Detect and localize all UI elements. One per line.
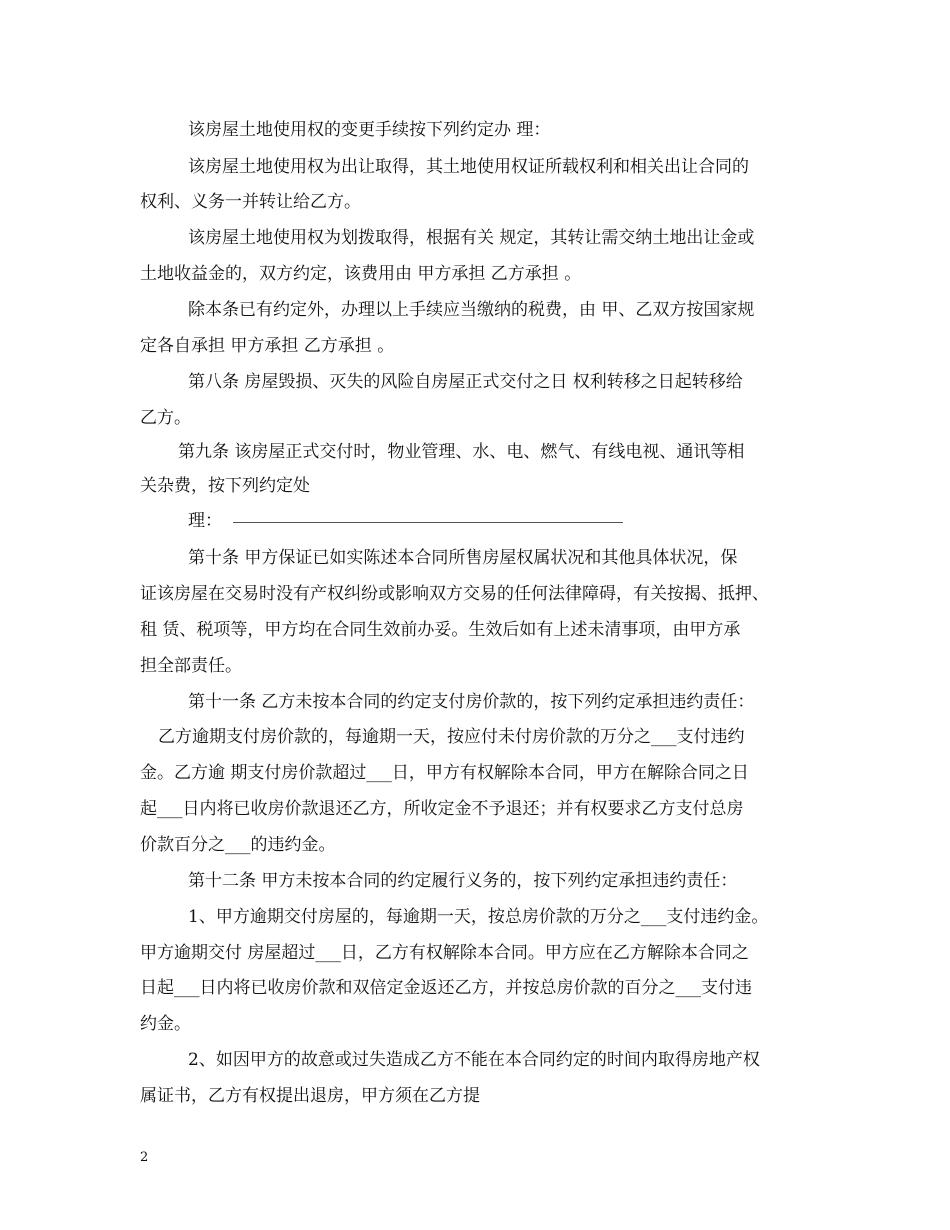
text-line: 土地收益金的，双方约定，该费用由 甲方承担 乙方承担 。 bbox=[140, 264, 582, 284]
text-line: 担全部责任。 bbox=[140, 656, 242, 676]
text-line: 关杂费，按下列约定处 bbox=[140, 476, 310, 496]
text-line: 除本条已有约定外，办理以上手续应当缴纳的税费，由 甲、乙双方按国家规 bbox=[188, 300, 755, 320]
text-line: 日起___日内将已收房价款和双倍定金返还乙方，并按总房价款的百分之___支付违 bbox=[140, 978, 752, 998]
text-line: 乙方。 bbox=[140, 408, 191, 428]
text-line: 乙方逾期支付房价款的，每逾期一天，按应付未付房价款的万分之___支付违约 bbox=[158, 727, 745, 747]
text-line: 证该房屋在交易时没有产权纠纷或影响双方交易的任何法律障碍，有关按揭、抵押、 bbox=[140, 584, 769, 604]
article-9-heading-line: 第九条 该房屋正式交付时，物业管理、水、电、燃气、有线电视、通讯等相 bbox=[178, 442, 745, 462]
text-line: 金。乙方逾 期支付房价款超过___日，甲方有权解除本合同，甲方在解除合同之日 bbox=[140, 763, 749, 783]
text-line: 起___日内将已收房价款退还乙方，所收定金不予退还；并有权要求乙方支付总房 bbox=[140, 799, 744, 819]
text-line: 2、如因甲方的故意或过失造成乙方不能在本合同约定的时间内取得房地产权 bbox=[188, 1050, 760, 1070]
article-8-heading-line: 第八条 房屋毁损、灭失的风险自房屋正式交付之日 权利转移之日起转移给 bbox=[188, 372, 743, 392]
text-line: 价款百分之___的违约金。 bbox=[140, 835, 336, 855]
text-line: 1、甲方逾期交付房屋的，每逾期一天，按总房价款的万分之___支付违约金。 bbox=[188, 907, 769, 927]
text-line: 该房屋土地使用权为划拨取得，根据有关 规定，其转让需交纳土地出让金或 bbox=[188, 228, 755, 248]
page-number: 2 bbox=[140, 1150, 149, 1165]
text-line: 租 赁、税项等，甲方均在合同生效前办妥。生效后如有上述未清事项，由甲方承 bbox=[140, 620, 741, 640]
text-line: 权利、义务一并转让给乙方。 bbox=[140, 192, 361, 212]
article-11-heading-line: 第十一条 乙方未按本合同的约定支付房价款的，按下列约定承担违约责任： bbox=[188, 692, 755, 712]
text-line: 属证书，乙方有权提出退房，甲方须在乙方提 bbox=[140, 1086, 480, 1106]
text-line: 定各自承担 甲方承担 乙方承担 。 bbox=[140, 336, 395, 356]
article-12-heading-line: 第十二条 甲方未按本合同的约定履行义务的，按下列约定承担违约责任： bbox=[188, 871, 738, 891]
text-line: 理： bbox=[188, 511, 222, 531]
article-10-heading-line: 第十条 甲方保证已如实陈述本合同所售房屋权属状况和其他具体状况，保 bbox=[188, 548, 738, 568]
text-line: 该房屋土地使用权为出让取得，其土地使用权证所载权利和相关出让合同的 bbox=[188, 157, 749, 177]
fill-in-blank-line bbox=[233, 522, 623, 523]
text-line: 约金。 bbox=[140, 1014, 191, 1034]
text-line: 该房屋土地使用权的变更手续按下列约定办 理： bbox=[188, 120, 551, 140]
text-line: 甲方逾期交付 房屋超过___日，乙方有权解除本合同。甲方应在乙方解除本合同之 bbox=[140, 943, 749, 963]
